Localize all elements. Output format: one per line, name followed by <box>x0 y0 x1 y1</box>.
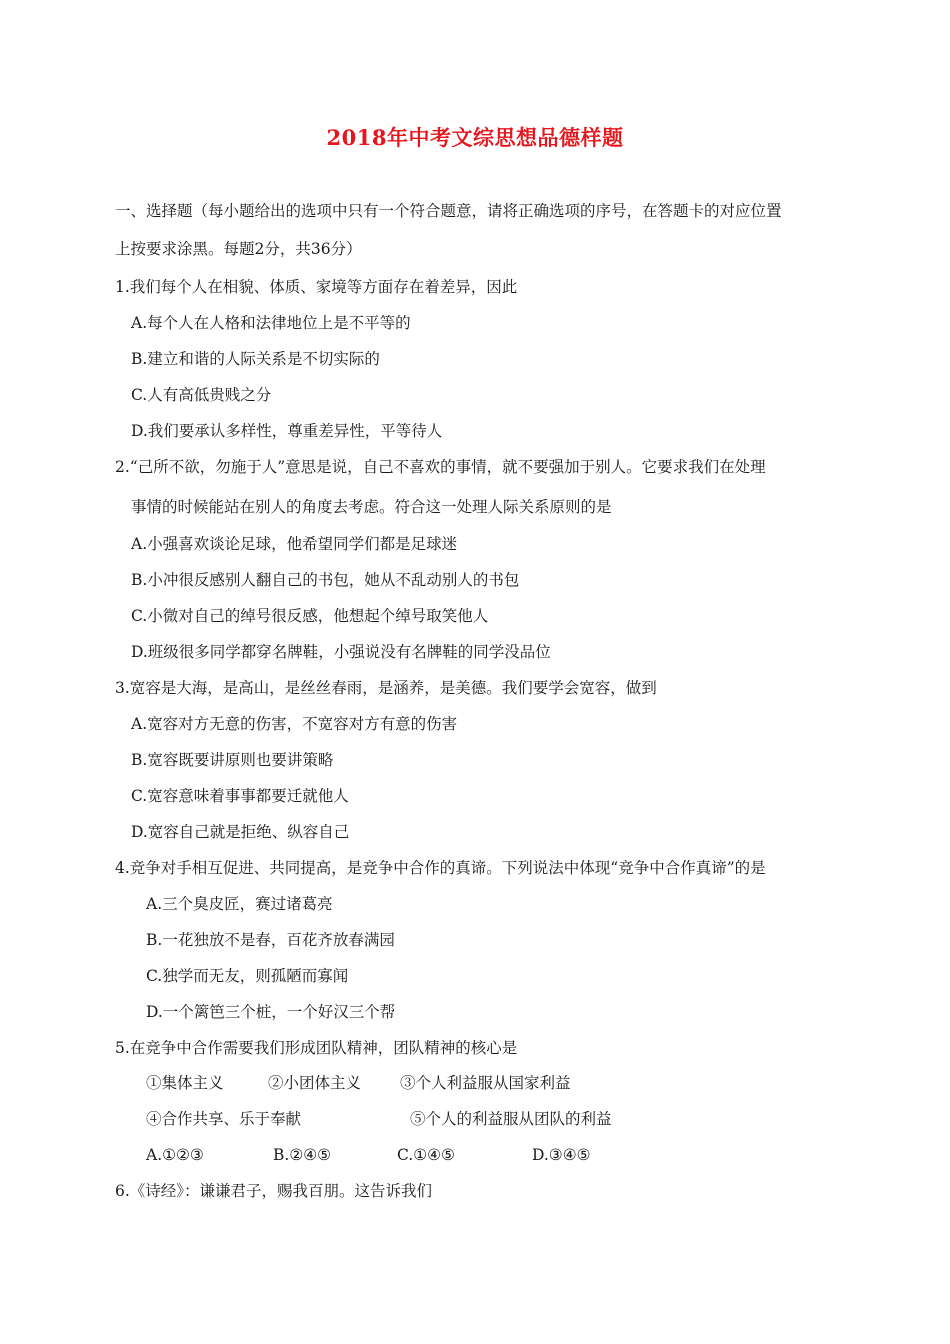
q1-stem: 1.我们每个人在相貌、体质、家境等方面存在着差异，因此 <box>115 278 518 296</box>
section-heading-line-2: 上按要求涂黑。每题2分，共36分） <box>115 240 362 258</box>
q1-option-b: B.建立和谐的人际关系是不切实际的 <box>131 350 380 368</box>
q3-option-b: B.宽容既要讲原则也要讲策略 <box>131 751 334 769</box>
q2-option-b: B.小冲很反感别人翻自己的书包，她从不乱动别人的书包 <box>131 571 520 589</box>
q2-option-d: D.班级很多同学都穿名牌鞋，小强说没有名牌鞋的同学没品位 <box>131 643 551 661</box>
q1-option-c: C.人有高低贵贱之分 <box>131 386 272 404</box>
q4-option-c: C.独学而无友，则孤陋而寡闻 <box>146 967 349 985</box>
q5-option-d: D.③④⑤ <box>532 1146 591 1164</box>
q2-option-a: A.小强喜欢谈论足球，他希望同学们都是足球迷 <box>131 535 458 553</box>
q2-stem-line-1: 2.“己所不欲，勿施于人”意思是说，自己不喜欢的事情，就不要强加于别人。它要求我们在处理 <box>115 458 766 476</box>
q4-option-b: B.一花独放不是春，百花齐放春满园 <box>146 931 395 949</box>
q3-option-a: A.宽容对方无意的伤害，不宽容对方有意的伤害 <box>131 715 458 733</box>
q2-stem-line-2: 事情的时候能站在别人的角度去考虑。符合这一处理人际关系原则的是 <box>131 498 612 516</box>
section-heading-line-1: 一、选择题（每小题给出的选项中只有一个符合题意，请将正确选项的序号，在答题卡的对应位置 <box>115 202 782 220</box>
q5-option-a: A.①②③ <box>146 1146 204 1164</box>
q4-option-a: A.三个臭皮匠，赛过诸葛亮 <box>146 895 333 913</box>
q3-option-d: D.宽容自己就是拒绝、纵容自己 <box>131 823 350 841</box>
q5-item-4: ④合作共享、乐于奉献 <box>146 1110 302 1128</box>
q5-item-3: ③个人利益服从国家利益 <box>400 1074 571 1092</box>
q1-option-a: A.每个人在人格和法律地位上是不平等的 <box>131 314 411 332</box>
q5-option-c: C.①④⑤ <box>397 1146 455 1164</box>
q5-option-b: B.②④⑤ <box>273 1146 332 1164</box>
q3-option-c: C.宽容意味着事事都要迁就他人 <box>131 787 349 805</box>
q2-option-c: C.小微对自己的绰号很反感，他想起个绰号取笑他人 <box>131 607 489 625</box>
q5-item-2: ②小团体主义 <box>268 1074 362 1092</box>
q5-item-1: ①集体主义 <box>146 1074 224 1092</box>
q5-item-5: ⑤个人的利益服从团队的利益 <box>410 1110 612 1128</box>
q1-option-d: D.我们要承认多样性，尊重差异性，平等待人 <box>131 422 443 440</box>
page-title: 2018年中考文综思想品德样题 <box>326 125 624 150</box>
q5-stem: 5.在竞争中合作需要我们形成团队精神，团队精神的核心是 <box>115 1039 518 1057</box>
q4-stem: 4.竞争对手相互促进、共同提高，是竞争中合作的真谛。下列说法中体现“竞争中合作真谛”的是 <box>115 859 766 877</box>
q4-option-d: D.一个篱笆三个桩，一个好汉三个帮 <box>146 1003 396 1021</box>
q3-stem: 3.宽容是大海，是高山，是丝丝春雨，是涵养，是美德。我们要学会宽容，做到 <box>115 679 657 697</box>
q6-stem: 6.《诗经》：谦谦君子，赐我百朋。这告诉我们 <box>115 1182 433 1200</box>
